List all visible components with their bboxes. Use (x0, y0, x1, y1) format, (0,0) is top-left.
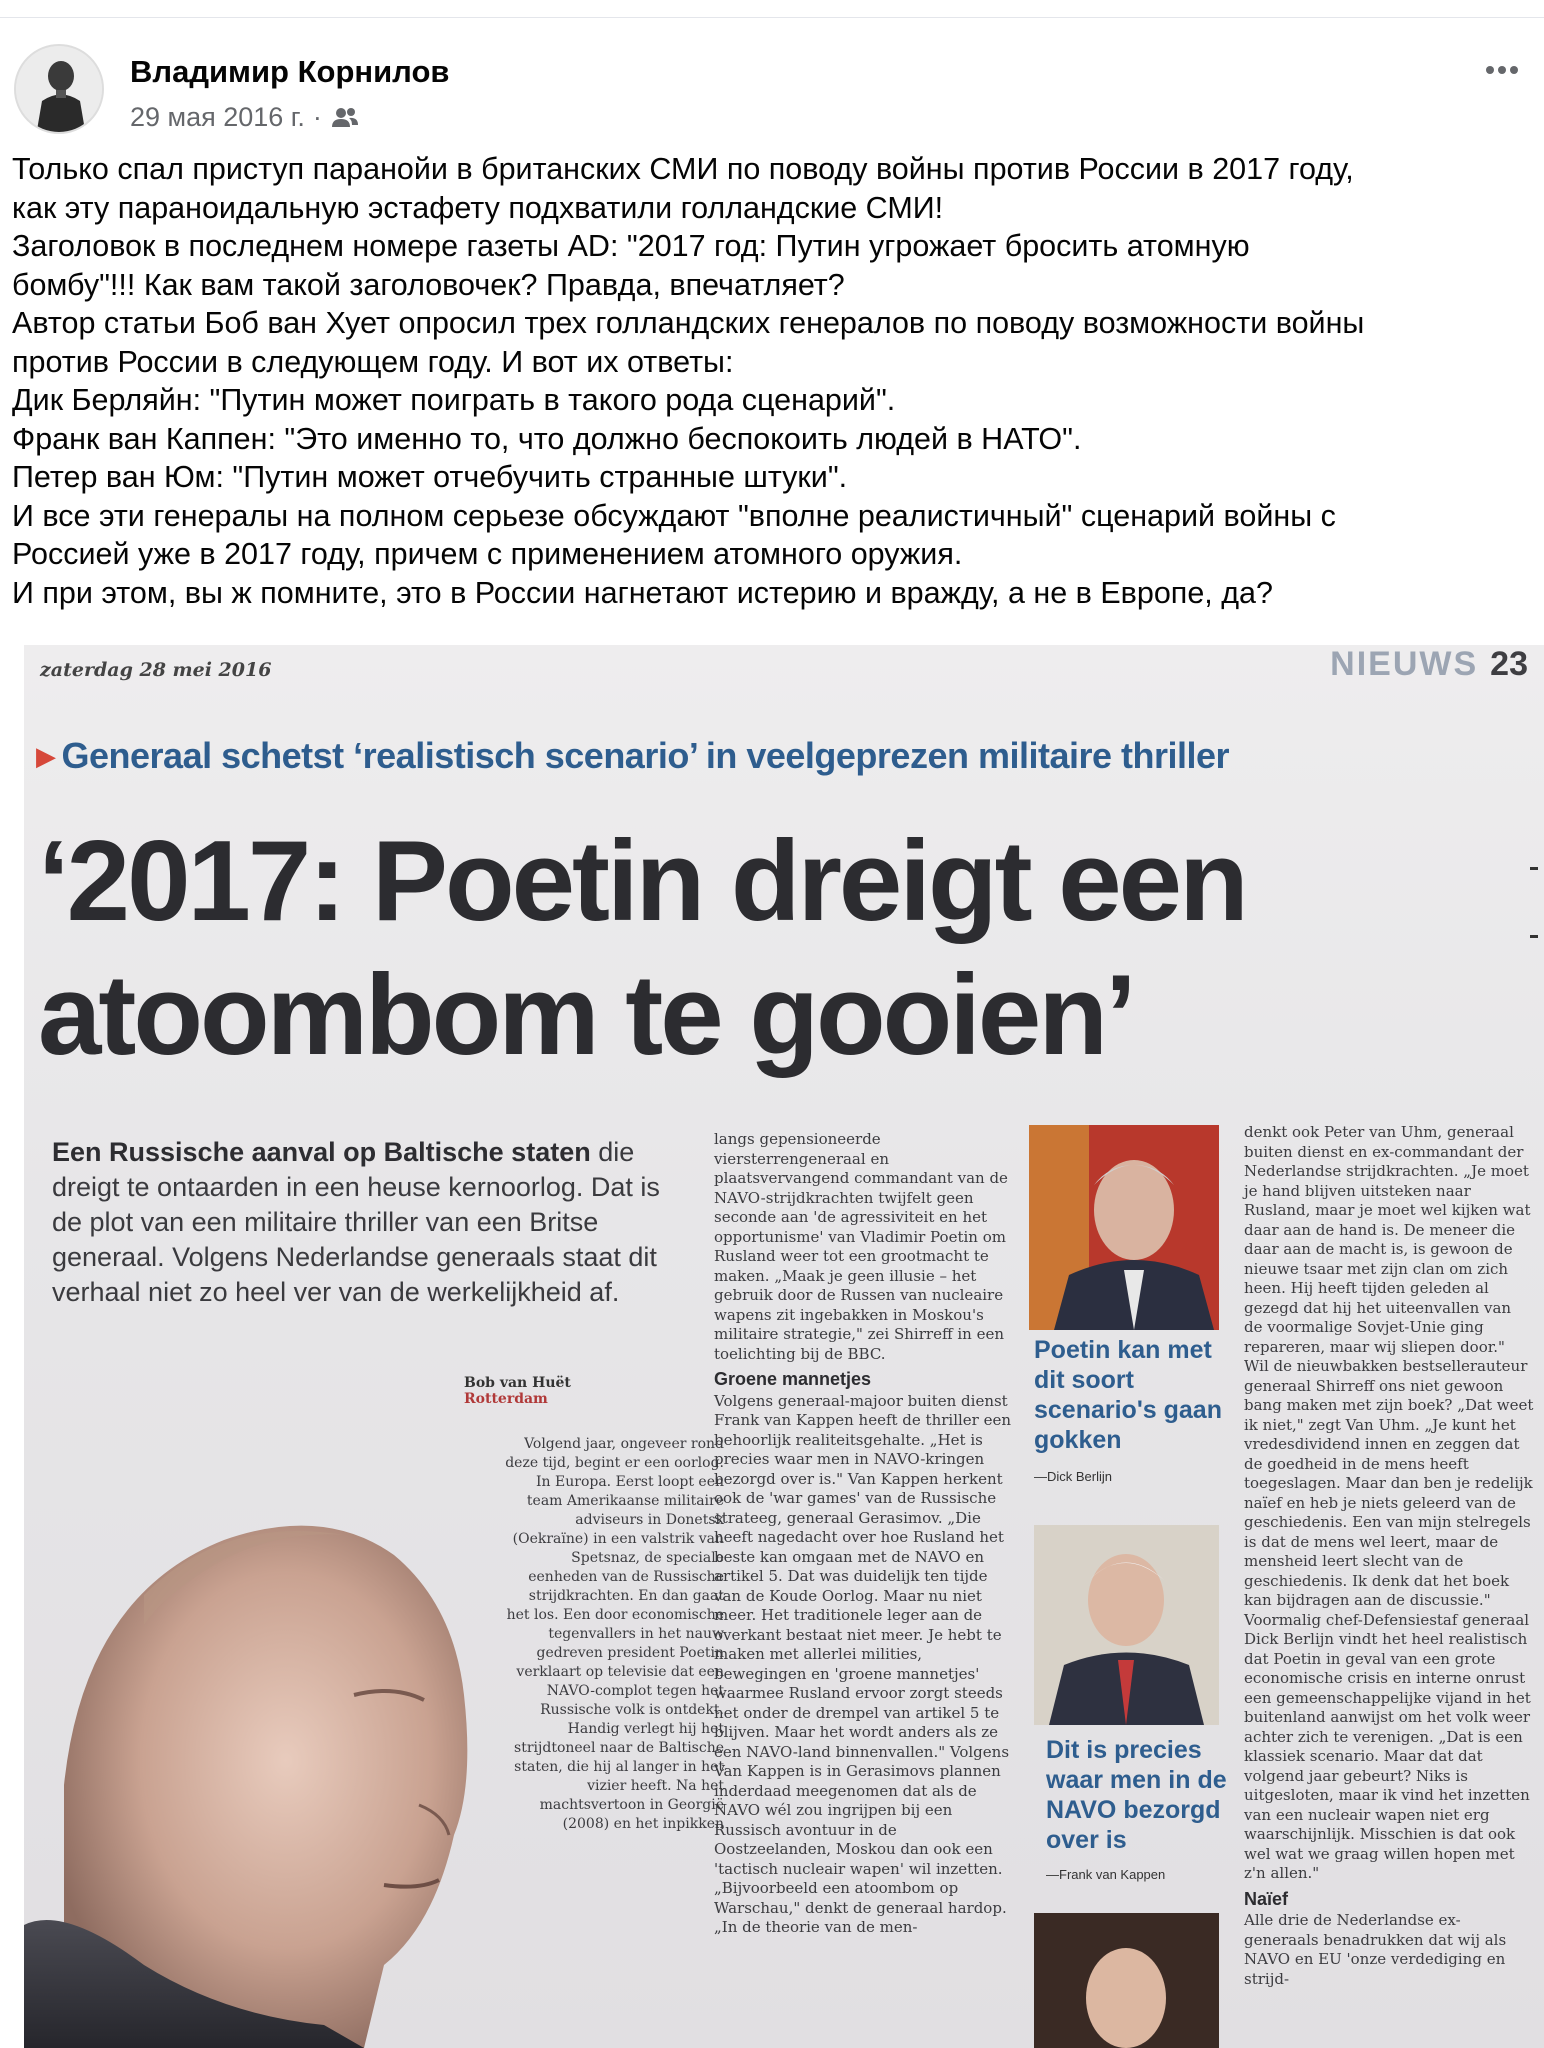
post-line: Только спал приступ паранойи в британских СМИ по поводу войны против России в 2017 году, (12, 152, 1354, 186)
post-line: Петер ван Юм: "Путин может отчебучить странные штуки". (12, 460, 848, 494)
pull-quote-attribution: —Dick Berlijn (1034, 1469, 1113, 1484)
column-subheading: Naïef (1244, 1888, 1289, 1909)
article-column-2 (714, 1130, 1014, 1938)
byline-author: Bob van Huët (464, 1375, 571, 1391)
meta-separator: · (312, 102, 322, 132)
post-text (12, 150, 1532, 612)
article-byline (464, 1375, 571, 1407)
newspaper-date: zaterdag 28 mei 2016 (40, 659, 272, 681)
pull-quote-van-kappen: Dit is precies waar men in de NAVO bezorgd over is (1046, 1736, 1227, 1854)
article-column-4 (1244, 1123, 1534, 1989)
pull-quote-attribution: —Frank van Kappen (1046, 1867, 1166, 1882)
edge-mark (1530, 867, 1538, 870)
post-line: Заголовок в последнем номере газеты AD: "2017 год: Путин угрожает бросить атомную (12, 229, 1250, 263)
intro-text: die dreigt te ontaarden in een heuse kernoorlog. Dat is de plot van een militaire thriller van een Britse generaal. Volgens Nederlandse generaals staat dit verhaal niet zo heel ver van de werkelijkheid af. (52, 1137, 660, 1307)
column-paragraph: Alle drie de Nederlandse ex-generaals benadrukken dat wij als NAVO en EU 'onze verdediging en strijd- (1244, 1911, 1507, 1988)
kicker-text: Generaal schetst ‘realistisch scenario’ in veelgeprezen militaire thriller (61, 735, 1230, 776)
post-line: Россией уже в 2017 году, причем с применением атомного оружия. (12, 537, 963, 571)
post-header (14, 44, 1530, 144)
post-line: И при этом, вы ж помните, это в России нагнетают истерию и вражду, а не в Европе, да? (12, 575, 1273, 610)
feed-top-divider (0, 0, 1544, 18)
column-paragraph: denkt ook Peter van Uhm, generaal buiten dienst en ex-commandant der Nederlandse strijdkrachten. „Je moet je hand blijven uitsteken naar Rusland, maar je moet wel kijken wat daar aan de hand is. De meneer die daar aan de macht is, is gewoon de nieuwe tsaar met zijn clan om zich heen. Hij heeft tijden geleden al gezegd dat hij het uiteenvallen van de voormalige Sovjet-Unie ging repareren, maar wij sliepen door." Wil de nieuwbakken bestsellerauteur generaal Shirreff ons niet gewoon bang maken met zijn boek? „Dat weet ik niet," zegt Van Uhm. „Je kunt het vredesdividend innen en zeggen dat de goedheid in de mens heeft toegeslagen. Maar dan ben je redelijk naïef en heb je niets geleerd van de geschiedenis. Een van mijn stelregels is dat de mens wel leert, maar de mensheid leert slecht van de geschiedenis. Ik denk dat het boek kan bijdragen aan de discussie." Voormalig chef-Defensiestaf generaal Dick Berlijn vindt het heel realistisch dat Poetin in geval van een grote economische crisis en interne onrust een gemeenschappelijke vijand in het buitenland aanwijst om het volk weer achter zich te verenigen. „Dat is een klassiek scenario. Maar dat dat volgend jaar gebeurt? Niks is uitgesloten, maar ik vind het inzetten van een nucleair wapen niet erg waarschijnlijk. Misschien is dat ook wel wat we graag willen hopen met z'n allen." (1244, 1123, 1534, 1882)
photo-frank-van-kappen (1034, 1525, 1219, 1725)
headline-line: atoombom te gooien’ (38, 952, 1134, 1079)
post-line: бомбу"!!! Как вам такой заголовочек? Правда, впечатляет? (12, 267, 845, 302)
avatar-photo (16, 46, 104, 134)
kicker-arrow-icon: ▶ (36, 741, 56, 771)
byline-city: Rotterdam (464, 1391, 548, 1407)
more-icon (1485, 65, 1519, 75)
newspaper-section (1330, 645, 1528, 684)
edge-mark (1530, 935, 1538, 938)
column-subheading: Groene mannetjes (714, 1369, 872, 1389)
post-line: как эту параноидальную эстафету подхватили голландские СМИ! (12, 190, 944, 225)
post-line: против России в следующем году. И вот их ответы: (12, 344, 734, 379)
pull-quote-berlijn: Poetin kan met dit soort scenario's gaan gokken (1034, 1336, 1222, 1454)
post-line: Автор статьи Боб ван Хует опросил трех голландских генералов по поводу возможности войны (12, 306, 1365, 340)
article-kicker (36, 735, 1229, 777)
article-column-1: Volgend jaar, ongeveer rond deze tijd, begint er een oorlog. In Europa. Eerst loopt een team Amerikaanse militaire adviseurs in Donetsk (Oekraïne) in een valstrik van Spetsnaz, de speciale eenheden van de Russische strijdkrachten. En dan gaat het los. Een door economische tegenvallers in het nauw gedreven president Poetin verklaart op televisie dat een NAVO-complot tegen het Russische volk is ontdekt. Handig verlegt hij het strijdtoneel naar de Baltische staten, die hij al langer in het vizier heeft. Na het machtsvertoon in Georgië (2008) en het inpikken (505, 1436, 724, 1832)
avatar[interactable] (14, 44, 104, 134)
photo-peter-van-uhm (1034, 1913, 1219, 2048)
column-paragraph: langs gepensioneerde viersterrengeneraal en plaatsvervangend commandant van de NAVO-strijdkrachten twijfelt geen seconde aan 'de agressiviteit en het opportunisme' van Vladimir Poetin om Rusland weer tot een grootmacht te maken. „Maak je geen illusie – het gebruik door de Russen van nucleaire wapens zit ingebakken in Moskou's militaire strategie," zei Shirreff in een toelichting bij de BBC. (714, 1130, 1008, 1363)
page-number: 23 (1490, 645, 1528, 683)
post-date[interactable]: 29 мая 2016 г. (130, 102, 305, 132)
article-intro (52, 1135, 692, 1310)
post-line: Франк ван Каппен: "Это именно то, что должно беспокоить людей в НАТО". (12, 421, 1082, 456)
more-options-button[interactable] (1478, 50, 1526, 90)
post-line: И все эти генералы на полном серьезе обсуждают "вполне реалистичный" сценарий войны с (12, 498, 1336, 533)
author-name[interactable]: Владимир Корнилов (130, 54, 450, 89)
article-headline (38, 815, 1538, 1083)
post-photo[interactable] (24, 645, 1544, 2048)
intro-lead: Een Russische aanval op Baltische staten (52, 1137, 591, 1167)
column-paragraph: Volgens generaal-majoor buiten dienst Frank van Kappen heeft de thriller een behoorlijk realiteitsgehalte. „Het is precies waar men in NAVO-kringen bezorgd over is." Van Kappen herkent ook de 'war games' van de Russische strateeg, generaal Gerasimov. „Die heeft nagedacht over hoe Rusland het beste kan omgaan met de NAVO en artikel 5. Dat was duidelijk ten tijde van de Koude Oorlog. Maar nu niet meer. Het traditionele leger aan de overkant bestaat niet meer. Je hebt te maken met allerlei milities, bewegingen en 'groene mannetjes' waarmee Rusland ervoor zorgt steeds net onder de drempel van artikel 5 te blijven. Maar het wordt anders als ze een NAVO-land binnenvallen." Volgens Van Kappen is in Gerasimovs plannen inderdaad meegenomen dat als de NAVO wél zou ingrijpen bij een Russisch avontuur in de Oostzeelanden, Moskou dan ook een 'tactisch nucleair wapen' wil inzetten. „Bijvoorbeeld een atoombom op Warschau," denkt de generaal hardop. „In de theorie van de men- (714, 1391, 1012, 1936)
photo-dick-berlijn (1029, 1125, 1219, 1330)
newspaper-masthead (24, 645, 1544, 705)
post-line: Дик Берляйн: "Путин может поиграть в такого рода сценарий". (12, 383, 896, 417)
friends-icon (330, 105, 360, 131)
post-meta (130, 102, 360, 133)
headline-line: ‘2017: Poetin dreigt een (38, 818, 1246, 945)
section-name: NIEUWS (1330, 645, 1479, 683)
